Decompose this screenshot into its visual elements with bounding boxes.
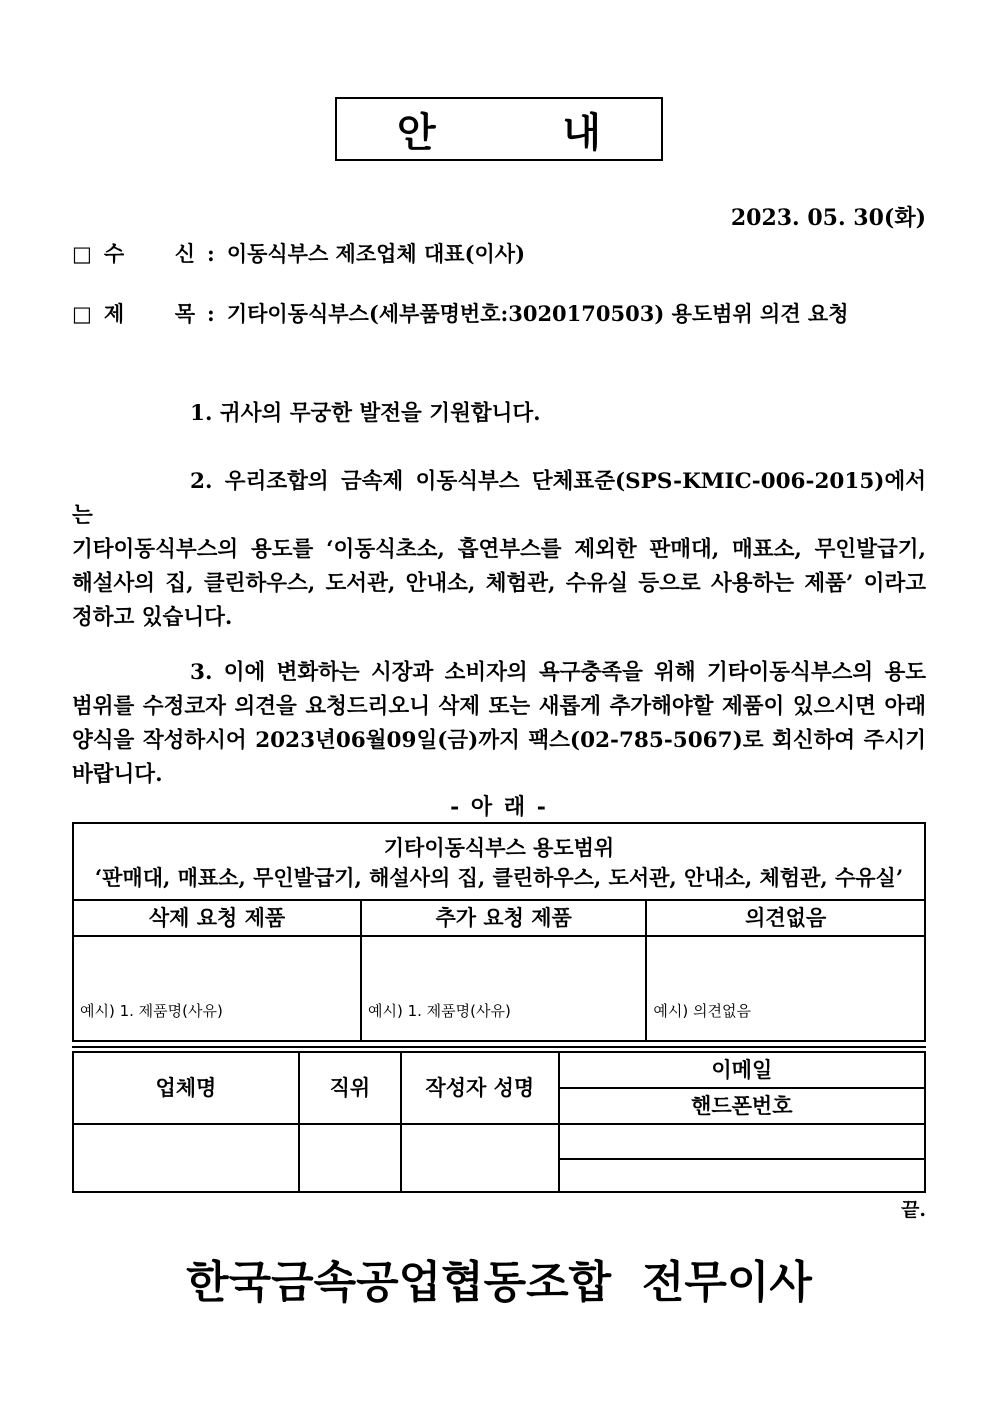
paragraph-line: 양식을 작성하시어 2023년06월09일(금)까지 팩스(02-785-5067)로 회신하여 주시기 — [72, 728, 926, 753]
paragraph-1 — [72, 397, 926, 431]
recipient-colon: : — [207, 241, 215, 266]
email-header: 이메일 — [559, 1052, 925, 1088]
no-opinion-example-cell: 예시) 의견없음 — [646, 936, 925, 1041]
company-name-input-cell — [73, 1124, 299, 1192]
position-header: 직위 — [299, 1052, 401, 1124]
author-name-input-cell — [401, 1124, 559, 1192]
paragraph-2 — [72, 465, 926, 635]
contact-info-table — [72, 1051, 926, 1193]
paragraph-line: 정하고 있습니다. — [72, 605, 233, 630]
email-input-cell — [559, 1124, 925, 1159]
usage-scope-table — [72, 822, 926, 1042]
phone-input-cell — [559, 1159, 925, 1192]
subject-label: 제 목 — [103, 301, 196, 326]
position-input-cell — [299, 1124, 401, 1192]
recipient-value: 이동식부스 제조업체 대표(이사) — [226, 241, 526, 266]
notice-title-box — [335, 97, 663, 161]
add-request-header: 추가 요청 제품 — [361, 900, 646, 936]
subject-line — [72, 302, 926, 326]
phone-header: 핸드폰번호 — [559, 1088, 925, 1124]
author-name-header: 작성자 성명 — [401, 1052, 559, 1124]
checkbox-icon: □ — [72, 241, 92, 266]
company-name-header: 업체명 — [73, 1052, 299, 1124]
closing-mark: 끝. — [901, 1199, 926, 1221]
paragraph-3 — [72, 656, 926, 792]
signature-line: 한국금속공업협동조합 전무이사 — [186, 1257, 812, 1308]
below-divider-label: - 아 래 - — [450, 794, 548, 820]
notice-title-char-left: 안 — [397, 108, 436, 156]
delete-request-example-cell: 예시) 1. 제품명(사유) — [73, 936, 361, 1041]
checkbox-icon: □ — [72, 301, 92, 326]
subject-value: 기타이동식부스(세부품명번호:3020170503) 용도범위 의견 요청 — [226, 301, 849, 326]
table-separator-line — [72, 1046, 926, 1048]
usage-table-title-cell — [73, 823, 925, 900]
recipient-label: 수 신 — [103, 241, 196, 266]
delete-request-header: 삭제 요청 제품 — [73, 900, 361, 936]
paragraph-line: 해설사의 집, 클린하우스, 도서관, 안내소, 체험관, 수유실 등으로 사용하는 제품’ 이라고 — [72, 571, 926, 596]
document-date: 2023. 05. 30(화) — [730, 205, 926, 231]
paragraph-line: 바랍니다. — [72, 762, 163, 787]
usage-table-title: 기타이동식부스 용도범위 — [383, 834, 615, 860]
body-text — [72, 397, 926, 1309]
paragraph-line: 기타이동식부스의 용도를 ‘이동식초소, 흡연부스를 제외한 판매대, 매표소, 무인발급기, — [72, 537, 926, 562]
paragraph-line: 2. 우리조합의 금속제 이동식부스 단체표준(SPS-KMIC-006-2015)에서는 — [72, 469, 926, 528]
recipient-line — [72, 242, 926, 266]
paragraph-line: 3. 이에 변화하는 시장과 소비자의 욕구충족을 위해 기타이동식부스의 용도 — [190, 660, 926, 685]
no-opinion-header: 의견없음 — [646, 900, 925, 936]
notice-title-char-right: 내 — [562, 108, 601, 156]
subject-colon: : — [207, 301, 215, 326]
add-request-example-cell: 예시) 1. 제품명(사유) — [361, 936, 646, 1041]
paragraph-line: 1. 귀사의 무궁한 발전을 기원합니다. — [190, 401, 541, 426]
paragraph-line: 범위를 수정코자 의견을 요청드리오니 삭제 또는 새롭게 추가해야할 제품이 있으시면 아래 — [72, 694, 926, 719]
usage-table-subtitle: ‘판매대, 매표소, 무인발급기, 해설사의 집, 클린하우스, 도서관, 안내소, 체험관, 수유실’ — [94, 864, 904, 890]
